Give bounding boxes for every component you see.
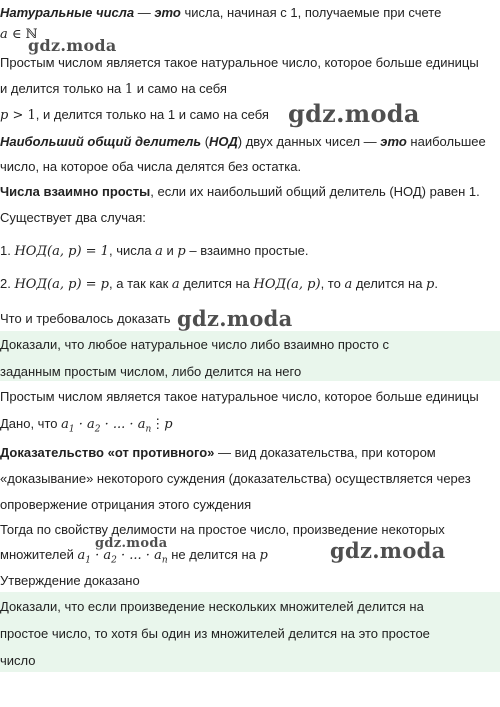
nod: НОД [14, 277, 48, 292]
watermark: gdz.moda [95, 536, 168, 551]
term-this: это [154, 5, 181, 20]
proof-by-contradiction [0, 445, 496, 461]
text: , а так как [109, 276, 172, 291]
watermark: gdz.moda [28, 36, 117, 55]
var-a: a [77, 548, 86, 563]
prime-definition-line-2 [0, 81, 496, 98]
sub: n [161, 555, 168, 566]
text: и делится только на [0, 81, 125, 96]
var-p: p [426, 277, 435, 292]
term-gcd: Наибольший общий делитель [0, 134, 202, 149]
text: , то [320, 276, 345, 291]
prime-definition-line: Простым числом является такое натуральное число, которое больше единицы [0, 55, 479, 70]
watermark: gdz.moda [177, 306, 293, 331]
text: множителей [0, 547, 78, 562]
conclusion-2-line-1: Доказали, что если произведение нескольких множителей делится на [0, 599, 424, 614]
divides-sign: ⋮ [151, 417, 165, 432]
sub: n [145, 424, 152, 435]
text: наибольшее [406, 134, 486, 149]
coprime-definition [0, 184, 496, 200]
given-product [0, 416, 496, 438]
case-1 [0, 243, 496, 260]
watermark: gdz.moda [330, 538, 446, 563]
op: · [74, 417, 87, 432]
sub: 1 [68, 424, 75, 435]
text: . [434, 276, 438, 291]
text: и само на себя [133, 81, 227, 96]
var-a: a [61, 417, 69, 432]
var-a: a [87, 417, 95, 432]
proof-line-2: «доказывание» некоторого суждения (доказательства) осуществляется через [0, 471, 471, 486]
sub: 1 [85, 555, 91, 566]
term-natural-numbers: Натуральные числа [0, 5, 135, 20]
formula-p-greater-1 [0, 107, 496, 124]
two-cases: Существует два случая: [0, 210, 146, 225]
nod: НОД [253, 277, 287, 292]
num: 2. [0, 276, 15, 291]
var-a: a [154, 548, 162, 563]
text: — вид доказательства, при котором [214, 445, 436, 460]
formula: (a, p) [286, 277, 321, 292]
term-contradiction: Доказательство «от противного» [0, 445, 215, 460]
text: не делится на [167, 547, 260, 562]
text: , если их наибольший общий делитель (НОД) равен 1. [150, 184, 480, 199]
prime-definition-repeat: Простым числом является такое натуральное число, которое больше единицы [0, 389, 479, 404]
var-a: a [0, 27, 8, 42]
var-a: a [344, 277, 353, 292]
greater-one: > 1 [8, 108, 36, 123]
num: 1. [0, 243, 15, 258]
term-nod: НОД [209, 134, 238, 149]
text: – взаимно простые. [185, 243, 309, 258]
sub: 2 [94, 424, 101, 435]
number-one: 1 [124, 82, 134, 97]
term-coprime: Числа взаимно просты [0, 184, 151, 199]
var-p: p [0, 108, 9, 123]
var-a: a [103, 548, 112, 563]
conclusion-1-line-2: заданным простым числом, либо делится на него [0, 364, 302, 379]
conclusion-1-line-1: Доказали, что любое натуральное число либо взаимно просто с [0, 337, 389, 352]
formula: (a, p) = 1 [47, 244, 109, 259]
op: · ... · [116, 548, 155, 563]
formula: (a, p) = p [47, 277, 110, 292]
text: делится на [179, 276, 254, 291]
text: ) двух данных чисел — [237, 134, 381, 149]
text: делится на [352, 276, 427, 291]
divisibility-line: Тогда по свойству делимости на простое число, произведение некоторых [0, 522, 445, 537]
dash: — [134, 5, 155, 20]
definition-natural-numbers [0, 5, 496, 21]
text: , числа [108, 243, 156, 258]
var-a: a [137, 417, 146, 432]
proof-line-3: опровержение отрицания этого суждения [0, 497, 252, 512]
op: · ... · [100, 417, 138, 432]
definition-text: числа, начиная с 1, получаемые при счете [180, 5, 442, 20]
gcd-definition [0, 134, 496, 150]
var-p: p [259, 548, 268, 563]
conclusion-2-line-3: число [0, 653, 36, 668]
watermark: gdz.moda [288, 99, 420, 128]
var-a: a [155, 244, 163, 259]
var-a: a [171, 277, 180, 292]
paren: ( [201, 134, 210, 149]
nod: НОД [14, 244, 48, 259]
term-this: это [380, 134, 407, 149]
text: и [162, 243, 178, 258]
conclusion-2-line-2: простое число, то хотя бы один из множителей делится на это простое [0, 626, 430, 641]
op: · [90, 548, 104, 563]
set-n: ∈ ℕ [7, 27, 38, 42]
var-p: p [164, 417, 173, 432]
text: , и делится только на 1 и само на себя [35, 107, 269, 122]
qed-line: Что и требовалось доказать [0, 311, 171, 326]
statement-proved: Утверждение доказано [0, 573, 140, 588]
gcd-definition-2: число, на которое оба числа делятся без остатка. [0, 159, 302, 174]
text: Дано, что [0, 416, 62, 431]
sub: 2 [111, 555, 117, 566]
case-2 [0, 276, 496, 293]
var-p: p [177, 244, 186, 259]
